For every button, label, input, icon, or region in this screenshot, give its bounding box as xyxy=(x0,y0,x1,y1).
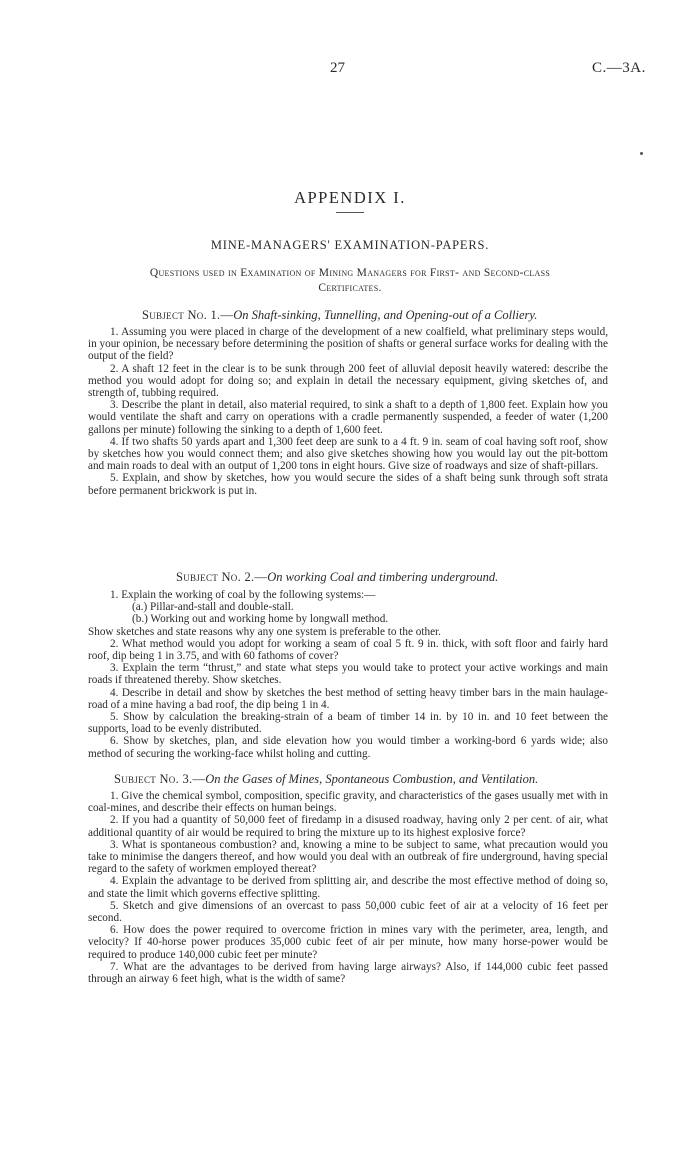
question-paragraph: Show sketches and state reasons why any one system is preferable to the other. xyxy=(88,625,441,638)
question-paragraph: 6. Show by sketches, plan, and side elevation how you would timber a working-bord 6 yards wide; also method of securing the working-face whilst holing and cutting. xyxy=(88,735,608,760)
question-paragraph: 3. Explain the term “thrust,” and state what steps you would take to protect your active workings and main roads if threatened thereby. Show sketches. xyxy=(88,662,608,687)
question-paragraph: 1. Assuming you were placed in charge of the development of a new coalfield, what preliminary steps would, in your opinion, be necessary before determining the position of shafts or general surface works for dealing with the output of the field? xyxy=(88,326,608,363)
question-subitem: (a.) Pillar-and-stall and double-stall. xyxy=(132,601,294,614)
subject-1-questions xyxy=(88,326,608,497)
main-title: MINE-MANAGERS' EXAMINATION-PAPERS. xyxy=(210,238,490,252)
question-paragraph: 2. A shaft 12 feet in the clear is to be sunk through 200 feet of alluvial deposit heavily watered: describe the method you would adopt for doing so; and explain in detail the necessary equipment, giving sketches of, and strength of, tubbing required. xyxy=(88,362,608,400)
subject-2-questions xyxy=(88,589,608,760)
question-paragraph: 4. Explain the advantage to be derived from splitting air, and describe the most effective method of doing so, and state the limit which governs effective splitting. xyxy=(88,875,608,900)
subject-1-prefix: Subject No. 1.— xyxy=(142,308,234,322)
question-paragraph: 5. Explain, and show by sketches, how you would secure the sides of a shaft being sunk through soft strata before permanent brickwork is put in. xyxy=(88,472,608,497)
subject-3-questions xyxy=(88,790,608,985)
subject-3-heading xyxy=(114,772,538,787)
question-paragraph: 3. What is spontaneous combustion? and, knowing a mine to be subject to same, what precaution would you take to minimise the dangers thereof, and how would you deal with an outbreak of fire underground, having special regard to the safety of workmen employed thereat? xyxy=(88,838,608,876)
questions-heading xyxy=(120,266,580,296)
question-paragraph: 5. Show by calculation the breaking-strain of a beam of timber 14 in. by 10 in. and 10 feet between the supports, load to be evenly distributed. xyxy=(88,711,608,736)
subject-2-heading xyxy=(176,570,498,585)
questions-heading-line2: Certificates. xyxy=(318,282,382,294)
question-paragraph: 4. If two shafts 50 yards apart and 1,300 feet deep are sunk to a 4 ft. 9 in. seam of coal having soft roof, show by sketches how you would connect them; and also give sketches showing how you would lay out the pit-bottom and main roads to deal with an output of 1,200 tons in eight hours. Give size of roadways and size of shaft-pillars. xyxy=(88,435,608,473)
subject-1-title: On Shaft-sinking, Tunnelling, and Opening-out of a Colliery. xyxy=(233,308,538,322)
question-paragraph: 1. Give the chemical symbol, composition, specific gravity, and characteristics of the gases usually met with in coal-mines, and describe their effects on human beings. xyxy=(88,790,608,815)
question-paragraph: 6. How does the power required to overcome friction in mines vary with the perimeter, area, length, and velocity? If 40-horse power produces 35,000 cubic feet of air per minute, how many horse-power would be required to produce 140,000 cubic feet per minute? xyxy=(88,924,608,961)
subject-3-prefix: Subject No. 3.— xyxy=(114,772,206,786)
appendix-title: APPENDIX I. xyxy=(294,188,406,207)
question-paragraph: 5. Sketch and give dimensions of an overcast to pass 50,000 cubic feet of air at a velocity of 16 feet per second. xyxy=(88,899,608,925)
question-paragraph: 3. Describe the plant in detail, also material required, to sink a shaft to a depth of 1,800 feet. Explain how you would ventilate the shaft and carry on operations with a cradle permanently suspended, a feeder of water (1,200 gallons per minute) following the sinking to a depth of 1,600 feet. xyxy=(88,399,608,436)
question-paragraph: 2. If you had a quantity of 50,000 feet of firedamp in a disused roadway, having only 2 per cent. of air, what additional quantity of air would be required to bring the mixture up to its highest explosive force? xyxy=(88,814,608,839)
title-rule xyxy=(336,212,364,213)
document-reference: C.—3A. xyxy=(592,60,646,76)
question-paragraph: 1. Explain the working of coal by the following systems:— xyxy=(110,589,376,601)
subject-3-title: On the Gases of Mines, Spontaneous Combustion, and Ventilation. xyxy=(205,772,539,786)
ink-speck xyxy=(640,152,643,155)
subject-2-prefix: Subject No. 2.— xyxy=(176,570,268,584)
question-paragraph: 7. What are the advantages to be derived from having large airways? Also, if 144,000 cubic feet passed through an airway 6 feet high, what is the width of same? xyxy=(88,960,608,986)
question-paragraph: 4. Describe in detail and show by sketches the best method of setting heavy timber bars in the main haulage-road of a mine having a bad roof, the dip being 1 in 4. xyxy=(88,686,608,711)
subject-2-title: On working Coal and timbering underground. xyxy=(267,570,499,584)
question-subitem: (b.) Working out and working home by longwall method. xyxy=(132,613,389,626)
questions-heading-line1: Questions used in Examination of Mining Managers for First- and Second-class xyxy=(149,267,551,279)
page-number: 27 xyxy=(330,60,345,76)
subject-1-heading xyxy=(142,308,537,323)
question-paragraph: 2. What method would you adopt for working a seam of coal 5 ft. 9 in. thick, with soft floor and fairly hard roof, dip being 1 in 3.75, and with 60 fathoms of cover? xyxy=(88,637,608,663)
